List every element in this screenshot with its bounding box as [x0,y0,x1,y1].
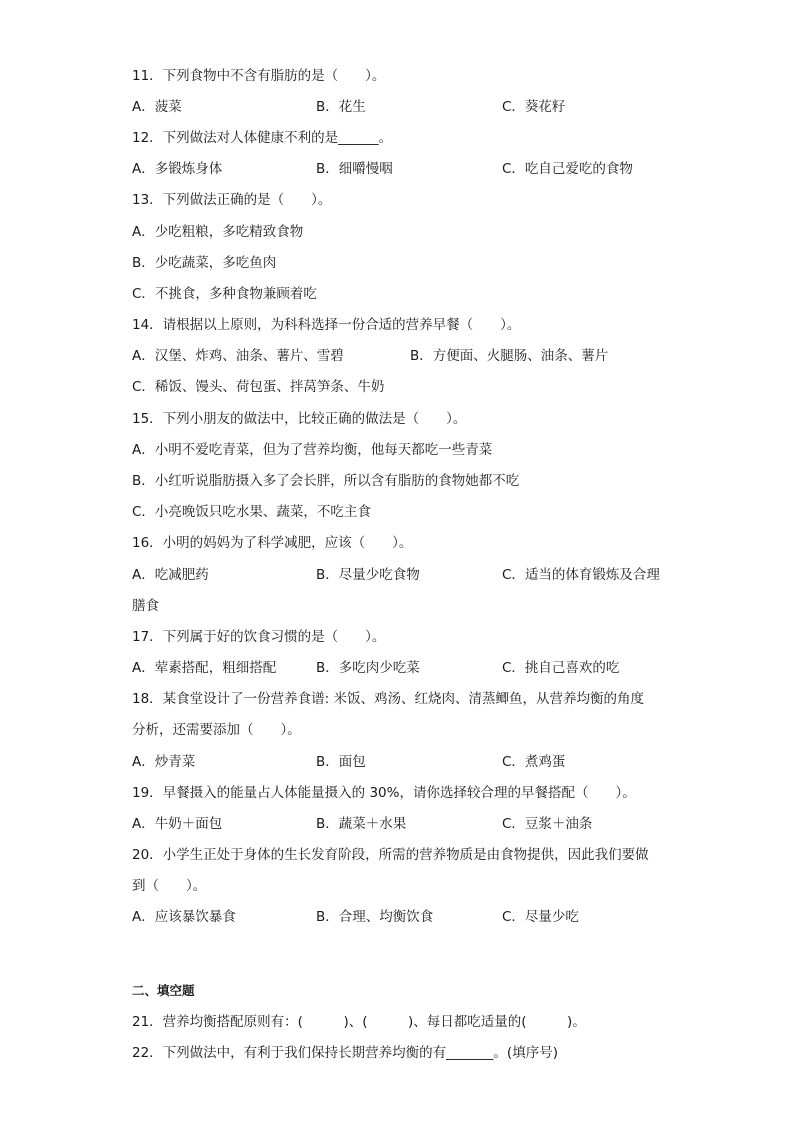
question-18-stem: 18．某食堂设计了一份营养食谱: 米饭、鸡汤、红烧肉、清蒸鲫鱼，从营养均衡的角度 [132,691,645,707]
question-20-stem-continued: 到（ ）。 [132,878,207,894]
question-20-stem: 20．小学生正处于身体的生长发育阶段，所需的营养物质是由食物提供，因此我们要做 [132,847,649,863]
q16-option-c: C．适当的体育锻炼及合理 [502,567,660,583]
question-11-options [132,97,672,117]
question-16-stem: 16．小明的妈妈为了科学减肥，应该（ ）。 [132,535,413,551]
q11-option-a: A．菠菜 [132,99,182,115]
question-19-options [132,814,672,834]
q16-option-c-continuation: 膳食 [132,598,159,614]
q13-option-a: A．少吃粗粮，多吃精致食物 [132,224,304,240]
q14-option-a: A．汉堡、炸鸡、油条、薯片、雪碧 [132,348,344,364]
question-17-options [132,658,672,678]
q12-option-a: A．多锻炼身体 [132,161,223,177]
q19-option-c: C．豆浆＋油条 [502,816,593,832]
q16-option-b: B．尽量少吃食物 [316,567,420,583]
question-18-options [132,752,672,772]
q15-option-c: C．小亮晚饭只吃水果、蔬菜，不吃主食 [132,504,371,520]
question-21-stem: 21．营养均衡搭配原则有：( )、( )、每日都吃适量的( )。 [132,1014,586,1030]
q18-option-b: B．面包 [316,754,366,770]
question-14-options [132,346,672,366]
q11-option-c: C．葵花籽 [502,99,566,115]
q12-option-c: C．吃自己爱吃的食物 [502,161,633,177]
question-14-stem: 14．请根据以上原则，为科科选择一份合适的营养早餐（ ）。 [132,317,521,333]
q14-option-c: C．稀饭、馒头、荷包蛋、拌莴笋条、牛奶 [132,379,385,395]
q11-option-b: B．花生 [316,99,366,115]
question-11-stem: 11．下列食物中不含有脂肪的是（ ）。 [132,68,386,84]
section-2-title: 二、填空题 [132,983,195,998]
question-12-stem: 12．下列做法对人体健康不利的是______。 [132,130,393,146]
q17-option-b: B．多吃肉少吃菜 [316,660,420,676]
q20-option-c: C．尽量少吃 [502,909,579,925]
question-16-options [132,565,672,585]
question-13-stem: 13．下列做法正确的是（ ）。 [132,192,332,208]
q18-option-c: C．煮鸡蛋 [502,754,566,770]
q20-option-a: A．应该暴饮暴食 [132,909,236,925]
q17-option-a: A．荤素搭配，粗细搭配 [132,660,277,676]
question-20-options [132,907,672,927]
q13-option-b: B．少吃蔬菜，多吃鱼肉 [132,255,277,271]
question-22-stem: 22．下列做法中，有利于我们保持长期营养均衡的有_______。(填序号) [132,1045,558,1061]
question-15-stem: 15．下列小朋友的做法中，比较正确的做法是（ ）。 [132,411,467,427]
question-17-stem: 17．下列属于好的饮食习惯的是（ ）。 [132,629,386,645]
q19-option-b: B．蔬菜＋水果 [316,816,407,832]
q13-option-c: C．不挑食，多种食物兼顾着吃 [132,286,317,302]
q18-option-a: A．炒青菜 [132,754,196,770]
q16-option-a: A．吃减肥药 [132,567,209,583]
q20-option-b: B．合理、均衡饮食 [316,909,434,925]
q15-option-a: A．小明不爱吃青菜，但为了营养均衡，他每天都吃一些青菜 [132,442,493,458]
q14-option-b: B．方便面、火腿肠、油条、薯片 [410,348,609,364]
q12-option-b: B．细嚼慢咽 [316,161,393,177]
question-19-stem: 19．早餐摄入的能量占人体能量摄入的 30%，请你选择较合理的早餐搭配（ ）。 [132,785,636,801]
q17-option-c: C．挑自己喜欢的吃 [502,660,620,676]
question-12-options [132,159,672,179]
question-18-stem-continued: 分析，还需要添加（ ）。 [132,722,301,738]
q19-option-a: A．牛奶＋面包 [132,816,223,832]
q15-option-b: B．小红听说脂肪摄入多了会长胖，所以含有脂肪的食物她都不吃 [132,473,520,489]
